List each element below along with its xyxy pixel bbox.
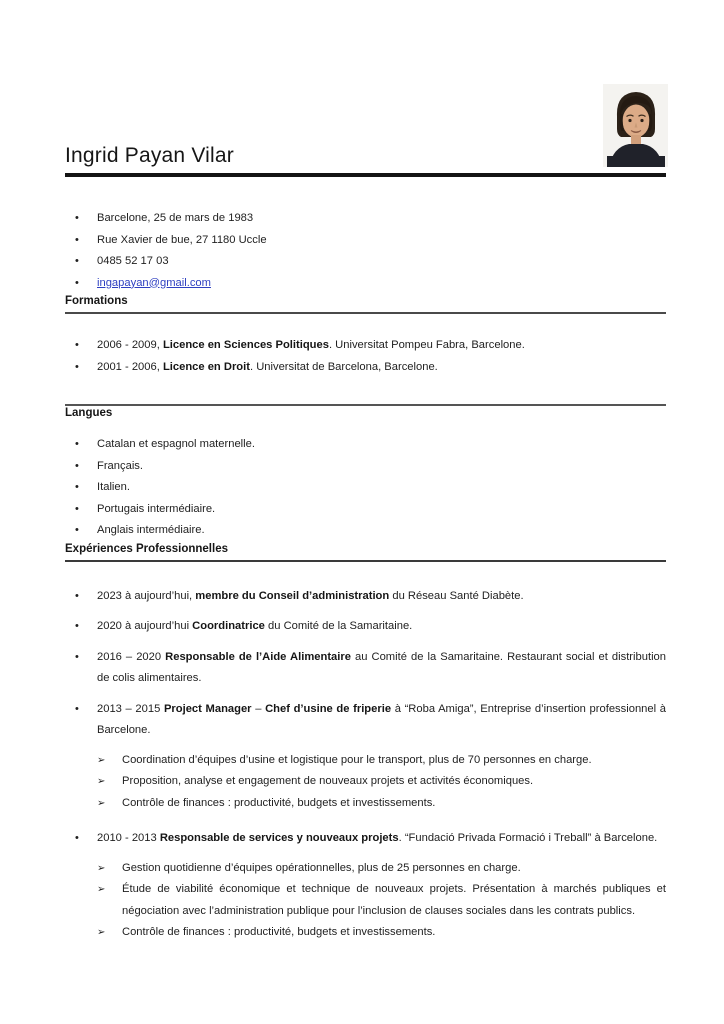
bullet-icon: • bbox=[75, 438, 79, 450]
contact-list bbox=[65, 208, 666, 294]
contact-text: 0485 52 17 03 bbox=[97, 255, 169, 267]
sub-item-text: Contrôle de finances : productivité, budgets et investissements. bbox=[122, 796, 436, 809]
experience-text: 2013 – 2015 Project Manager – Chef d’usine de friperie à “Roba Amiga”, Entreprise d’insertion professionnel à Barcelone. bbox=[97, 702, 666, 736]
bullet-icon: • bbox=[75, 339, 79, 351]
page-title: Ingrid Payan Vilar bbox=[65, 144, 234, 167]
bullet-icon: • bbox=[75, 255, 79, 267]
arrow-bullet-icon: ➢ bbox=[97, 884, 106, 895]
sub-item-text: Étude de viabilité économique et technique de nouveaux projets. Présentation à marchés publiques et négociation avec l’administration publique pour l’inclusion de clauses sociales dans les contrats publics. bbox=[122, 883, 666, 917]
langue-item bbox=[65, 456, 666, 478]
experience-text: 2020 à aujourd’hui Coordinatrice du Comité de la Samaritaine. bbox=[97, 620, 413, 632]
contact-text: Rue Xavier de bue, 27 1180 Uccle bbox=[97, 233, 267, 246]
experience-sub-item bbox=[97, 793, 666, 815]
experience-item bbox=[65, 699, 666, 815]
sub-item-text: Gestion quotidienne d’équipes opérationnelles, plus de 25 personnes en charge. bbox=[122, 861, 521, 874]
bullet-icon: • bbox=[75, 524, 79, 536]
experience-item bbox=[65, 828, 666, 944]
sub-item-text: Contrôle de finances : productivité, budgets et investissements. bbox=[122, 926, 436, 938]
experience-item bbox=[65, 647, 666, 690]
langue-text: Catalan et espagnol maternelle. bbox=[97, 438, 255, 450]
bullet-icon: • bbox=[75, 832, 79, 844]
section-title-experiences: Expériences Professionnelles bbox=[65, 542, 666, 562]
contact-item-phone bbox=[65, 251, 666, 273]
cv-content bbox=[65, 0, 666, 958]
bullet-icon: • bbox=[75, 233, 79, 246]
experience-sub-item bbox=[97, 922, 666, 944]
experiences-list bbox=[65, 586, 666, 944]
bullet-icon: • bbox=[75, 650, 79, 663]
experience-text: 2010 - 2013 Responsable de services y nouveaux projets. “Fundació Privada Formació i Treball” à Barcelone. bbox=[97, 832, 658, 844]
experience-sub-item bbox=[97, 879, 666, 922]
bullet-icon: • bbox=[75, 360, 79, 373]
bullet-icon: • bbox=[75, 481, 79, 493]
experience-sub-item bbox=[97, 771, 666, 793]
bullet-icon: • bbox=[75, 620, 79, 632]
experience-sub-list bbox=[97, 858, 666, 944]
contact-item-address bbox=[65, 230, 666, 252]
formation-item bbox=[65, 335, 666, 357]
bullet-icon: • bbox=[75, 212, 79, 224]
langue-text: Italien. bbox=[97, 481, 130, 493]
arrow-bullet-icon: ➢ bbox=[97, 776, 106, 787]
experience-sub-item bbox=[97, 858, 666, 880]
bullet-icon: • bbox=[75, 702, 79, 715]
contact-item-email bbox=[65, 273, 666, 295]
bullet-icon: • bbox=[75, 276, 79, 289]
langue-item bbox=[65, 520, 666, 542]
formation-text: 2001 - 2006, Licence en Droit. Universitat de Barcelona, Barcelone. bbox=[97, 360, 438, 373]
title-rule bbox=[65, 173, 666, 177]
langue-item bbox=[65, 499, 666, 521]
langues-list bbox=[65, 434, 666, 542]
arrow-bullet-icon: ➢ bbox=[97, 862, 106, 874]
experience-sub-list bbox=[97, 750, 666, 815]
formation-text: 2006 - 2009, Licence en Sciences Politiques. Universitat Pompeu Fabra, Barcelone. bbox=[97, 339, 525, 351]
experience-text: 2023 à aujourd’hui, membre du Conseil d’administration du Réseau Santé Diabète. bbox=[97, 589, 524, 602]
bullet-icon: • bbox=[75, 589, 79, 602]
experience-sub-item bbox=[97, 750, 666, 772]
formations-list bbox=[65, 335, 666, 378]
arrow-bullet-icon: ➢ bbox=[97, 754, 106, 766]
bullet-icon: • bbox=[75, 502, 79, 515]
formation-item bbox=[65, 357, 666, 379]
langue-text: Anglais intermédiaire. bbox=[97, 524, 205, 536]
experience-item bbox=[65, 586, 666, 608]
contact-item-location bbox=[65, 208, 666, 230]
langue-text: Portugais intermédiaire. bbox=[97, 502, 216, 515]
experience-item bbox=[65, 616, 666, 638]
section-title-formations: Formations bbox=[65, 294, 666, 314]
langue-item bbox=[65, 434, 666, 456]
sub-item-text: Coordination d’équipes d’usine et logistique pour le transport, plus de 70 personnes en charge. bbox=[122, 753, 592, 766]
sub-item-text: Proposition, analyse et engagement de nouveaux projets et activités économiques. bbox=[122, 775, 534, 787]
arrow-bullet-icon: ➢ bbox=[97, 797, 106, 809]
bullet-icon: • bbox=[75, 459, 79, 472]
section-title-langues: Langues bbox=[65, 407, 113, 419]
langue-item bbox=[65, 477, 666, 499]
contact-text: Barcelone, 25 de mars de 1983 bbox=[97, 212, 254, 224]
email-link[interactable]: ingapayan@gmail.com bbox=[97, 276, 211, 289]
arrow-bullet-icon: ➢ bbox=[97, 927, 106, 938]
experience-text: 2016 – 2020 Responsable de l’Aide Alimentaire au Comité de la Samaritaine. Restaurant social et distribution de colis alimentaires. bbox=[97, 650, 666, 684]
langue-text: Français. bbox=[97, 459, 144, 472]
